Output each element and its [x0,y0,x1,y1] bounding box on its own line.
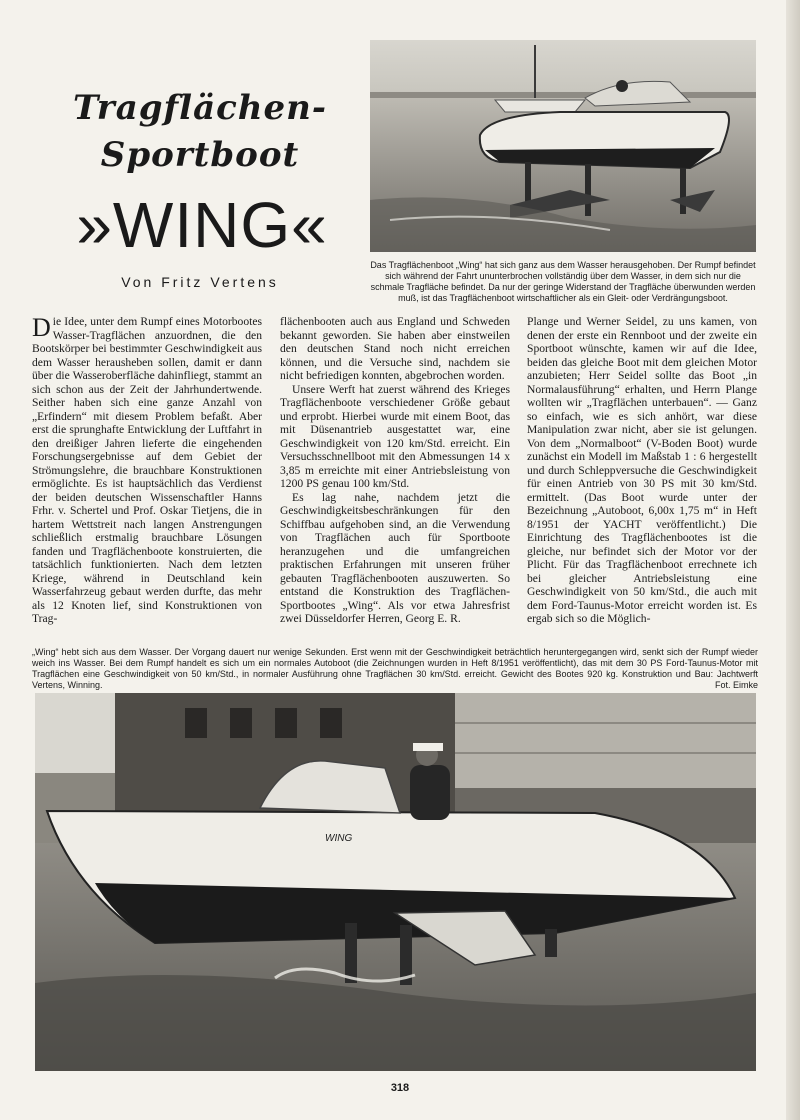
bottom-photo-caption [32,647,758,691]
paragraph: Es lag nahe, nachdem jetzt die Geschwindigkeitsbeschränkungen für den Schiffbau aufgehoben sind, an die Verwendung von Tragflächen auch für Sportboote heranzugehen und die umfangreichen praktischen Erfahrungen mit unseren früher gebauten Tragflächenbooten auszuwerten. So entstand die Konstruktion des Tragflächen-Sportbootes „Wing“. Als vor etwa Jahresfrist zwei Düsseldorfer Herren, Georg E. R. [280,490,510,625]
photo-credit: Fot. Eimke [714,680,758,690]
caption-text: „Wing“ hebt sich aus dem Wasser. Der Vorgang dauert nur wenige Sekunden. Erst wenn mit der Geschwindigkeit beträchtlich heruntergegangen wird, senkt sich der Rumpf wieder weich ins Wasser. Bei dem Rumpf handelt es sich um ein normales Autoboot (die Zeichnungen wurden in Heft 8/1951 veröffentlicht), das mit dem 30 PS Ford-Taunus-Motor mit Tragflächen eine Geschwindigkeit von 50 km/Std., in normaler Ausführung ohne Tragflächen 30 km/Std. erreicht. Gewicht des Bootes 920 kg. Konstruktion und Bau: Jachtwerft Vertens, Winning. [32,647,758,690]
hydrofoil-photo-bottom [35,693,756,1071]
title-line-2: Sportboot [100,135,300,175]
paragraph: ie Idee, unter dem Rumpf eines Motorbootes Wasser-Tragflächen anzuordnen, die den Bootskörper bei bestimmter Geschwindigkeit aus dem Wasser herausheben sollen, damit er dann über die Wasseroberfläche dahinfliegt, stammt an sich schon aus der Zeit der Jahrhundertwende. Seither haben sich eine ganze Anzahl von „Erfindern“ mit diesem Problem befaßt. Aber erst die sprunghafte Entwicklung der Luftfahrt in den dreißiger Jahren lieferte die eingehenden Forschungsergebnisse auf dem Gebiet der Strömungslehre, die brauchbare Konstruktionen ermöglichte. Es ist hauptsächlich das Verdienst der beiden deutschen Wissenschaftler Hanns Frhr. v. Schertel und Prof. Oskar Tietjens, die in hartem Wettstreit nach langen Anstrengungen schließlich erstmalig brauchbare Lösungen fanden und Tragflächenboote konstruierten, die tatsächlich funktionierten. Nach dem letzten Kriege, während in Deutschland kein Wasserfahrzeug gebaut werden durfte, das mehr als 12 Knoten lief, sind Konstruktionen von Trag- [32,315,262,625]
top-photo-caption: Das Tragflächenboot „Wing“ hat sich ganz aus dem Wasser herausgehoben. Der Rumpf befindet sich während der Fahrt ununterbrochen vollständig über dem Wasser, in dem sich nur die schmale Tragfläche befindet. Da nur der geringe Widerstand der Tragfläche überwunden werden muß, ist das Tragflächenboot wirtschaftlicher als ein Gleit- oder Verdrängungsboot. [370,260,756,303]
page-number: 318 [390,1082,410,1094]
article-column-2 [280,315,510,637]
paragraph: Plange und Werner Seidel, zu uns kamen, von denen der erste ein Rennboot und der zweite ein Sportboot wünschte, kamen wir auf die Idee, beiden das gleiche Boot mit dem gleichen Motor anzubieten; Herr Seidel sollte das Boot „in Normalausführung“ erhalten, und Herrn Plange wollten wir „Tragflächen unterbauen“. — Ganz so einfach, wie es sich anhört, war diese Manipulation zwar nicht, aber sie ist gelungen. Von dem „Normalboot“ (V-Boden Boot) wurde zunächst ein Modell im Maßstab 1 : 6 hergestellt und durch Schleppversuche die Geschwindigkeit für einen Antrieb von 30 PS mit 30 km/Std. ermittelt. (Das Boot wurde unter der Bezeichnung „Autoboot, 6,00x 1,75 m“ in Heft 8/1951 der YACHT veröffentlicht.) Die Einrichtung des Tragflächenbootes ist die gleiche, nur befindet sich der Motor vor der Plicht. Für das Tragflächenboot errechnete ich bei gleicher Antriebsleistung eine Geschwindigkeit von 50 km/Std., die auch mit dem Ford-Taunus-Motor erreicht worden ist. Es ergab sich so die Möglich- [527,315,757,625]
paragraph: Unsere Werft hat zuerst während des Krieges Tragflächenboote verschiedener Größe gebaut und erprobt. Hierbei wurde mit einem Boot, das mit Düsenantrieb ausgestattet war, eine Geschwindigkeit von 120 km/Std. erreicht. Ein Versuchsschnellboot mit den Abmessungen 14 x 3,85 m erreichte mit einer Antriebsleistung von 1200 PS genau 100 km/Std. [280,382,510,490]
author-byline: Von Fritz Vertens [121,274,279,290]
drop-cap: D [32,315,51,342]
hydrofoil-photo-top [370,40,756,252]
title-line-1: Tragflächen- [72,88,327,128]
hull-name-label: WING [325,833,353,844]
boat-title: »WING« [76,189,328,261]
page-edge [786,0,800,1120]
paragraph: flächenbooten auch aus England und Schweden bekannt geworden. Sie haben aber einstweilen den deutschen Stand noch nicht erreichen können, und die Versuche sind, nachdem sie nicht befriedigen konnten, abgebrochen worden. [280,315,510,382]
article-column-1 [32,315,262,637]
article-column-3 [527,315,757,637]
